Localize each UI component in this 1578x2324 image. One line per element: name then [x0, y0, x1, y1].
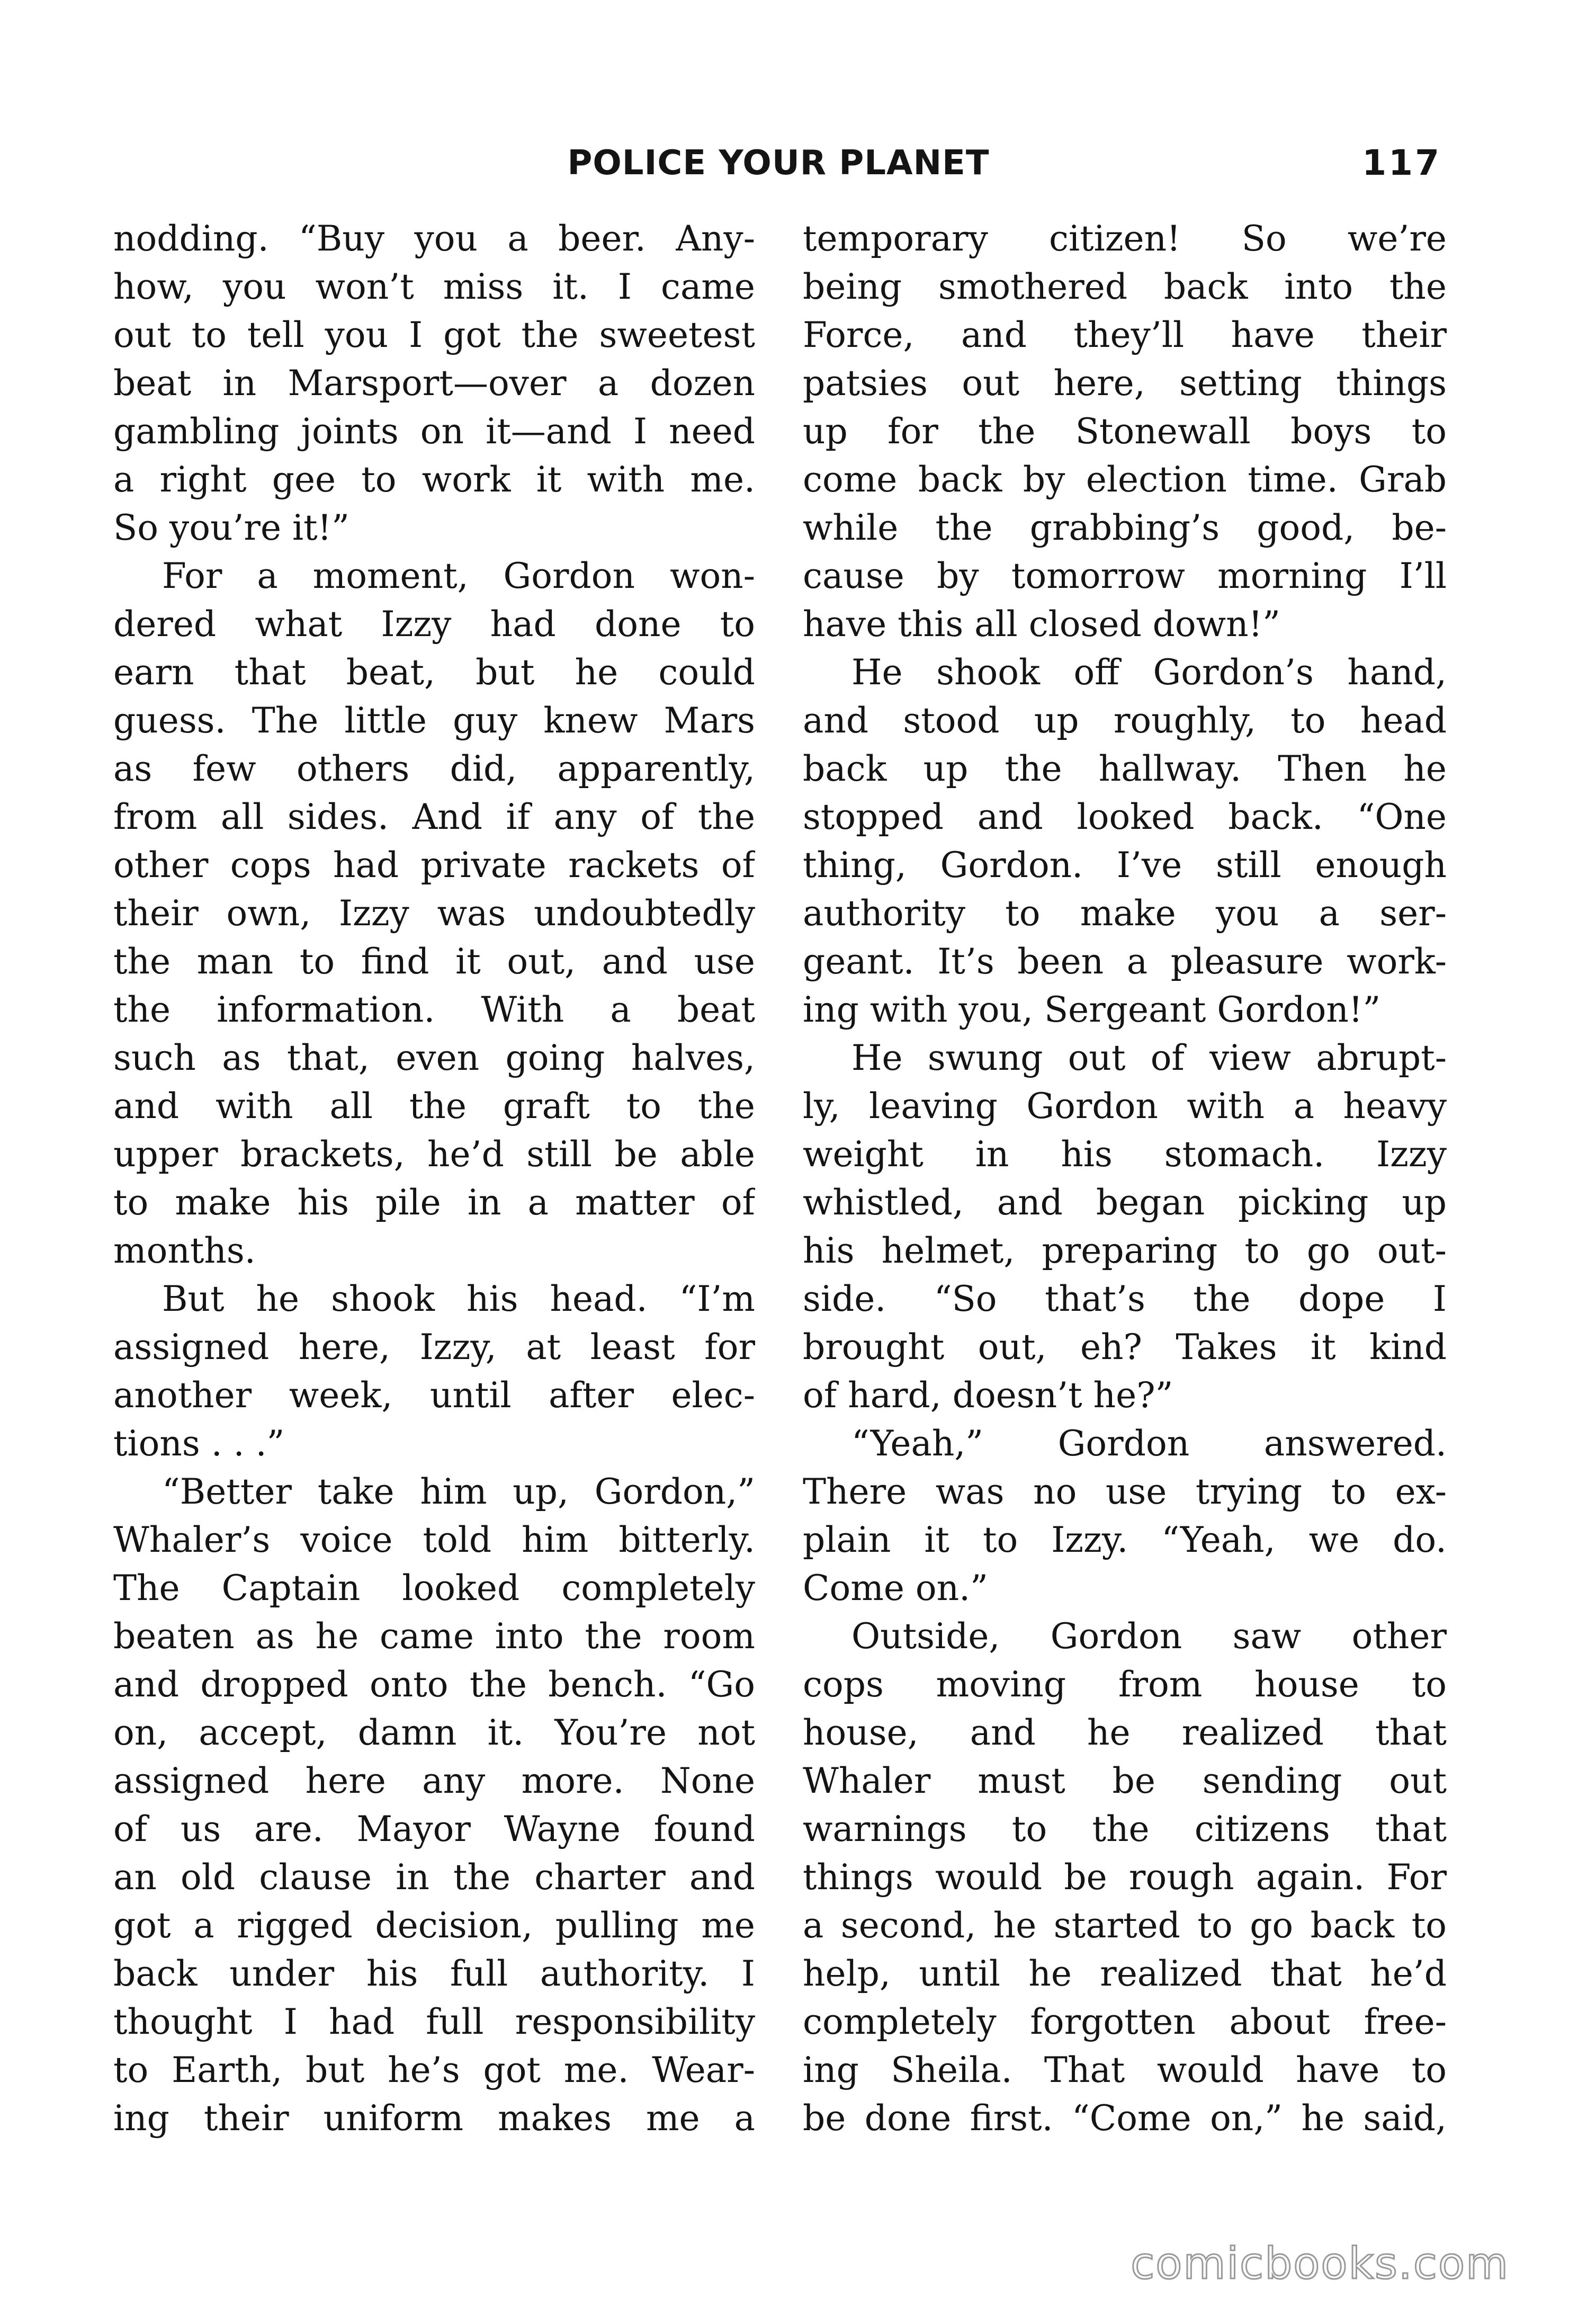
text-line: guess. The little guy knew Mars — [113, 700, 755, 741]
text-line: and dropped onto the bench. “Go — [113, 1664, 755, 1705]
text-line: ing Sheila. That would have to — [803, 2050, 1447, 2090]
text-line: ing with you, Sergeant Gordon!” — [803, 989, 1381, 1030]
page-number: 117 — [1362, 142, 1441, 183]
text-line: things would be rough again. For — [803, 1857, 1447, 1898]
text-line: and with all the graft to the — [113, 1086, 755, 1127]
text-line: from all sides. And if any of the — [113, 797, 755, 837]
text-line: cause by tomorrow morning I’ll — [803, 556, 1447, 596]
text-line: such as that, even going halves, — [113, 1038, 755, 1078]
text-column-right — [803, 214, 1447, 2142]
text-line: a second, he started to go back to — [803, 1905, 1447, 1946]
text-line: There was no use trying to ex- — [803, 1471, 1447, 1512]
text-line: But he shook his head. “I’m — [162, 1279, 755, 1319]
text-line: have this all closed down!” — [803, 604, 1280, 645]
text-line: the information. With a beat — [113, 989, 755, 1030]
text-line: out to tell you I got the sweetest — [113, 315, 755, 355]
text-line: So you’re it!” — [113, 507, 349, 548]
text-line: warnings to the citizens that — [803, 1809, 1447, 1849]
text-line: The Captain looked completely — [113, 1568, 755, 1608]
text-line: got a rigged decision, pulling me — [113, 1905, 755, 1946]
text-line: tions . . .” — [113, 1423, 285, 1464]
text-line: temporary citizen! So we’re — [803, 218, 1447, 259]
text-column-left — [113, 214, 755, 2142]
text-line: help, until he realized that he’d — [803, 1953, 1447, 1994]
text-line: assigned here any more. None — [113, 1760, 755, 1801]
text-line: his helmet, preparing to go out- — [803, 1230, 1447, 1271]
text-line: months. — [113, 1230, 256, 1271]
text-line: whistled, and began picking up — [803, 1182, 1447, 1223]
text-line: thought I had full responsibility — [113, 2001, 755, 2042]
text-line: completely forgotten about free- — [803, 2001, 1447, 2042]
text-line: of hard, doesn’t he?” — [803, 1375, 1173, 1416]
text-line: as few others did, apparently, — [113, 748, 755, 789]
text-line: to Earth, but he’s got me. Wear- — [113, 2050, 755, 2090]
text-line: dered what Izzy had done to — [113, 604, 755, 645]
text-line: how, you won’t miss it. I came — [113, 266, 755, 307]
text-line: house, and he realized that — [803, 1712, 1447, 1753]
text-line: and stood up roughly, to head — [803, 700, 1447, 741]
text-line: be done first. “Come on,” he said, — [803, 2098, 1447, 2139]
text-line: Come on.” — [803, 1568, 988, 1608]
text-line: Whaler’s voice told him bitterly. — [113, 1519, 755, 1560]
text-line: ly, leaving Gordon with a heavy — [803, 1086, 1447, 1127]
text-line: ing their uniform makes me a — [113, 2098, 755, 2139]
text-line: plain it to Izzy. “Yeah, we do. — [803, 1519, 1447, 1560]
text-line: assigned here, Izzy, at least for — [113, 1327, 755, 1367]
text-line: to make his pile in a matter of — [113, 1182, 755, 1223]
text-line: upper brackets, he’d still be able — [113, 1134, 755, 1175]
text-line: “Better take him up, Gordon,” — [162, 1471, 755, 1512]
text-line: authority to make you a ser- — [803, 893, 1447, 934]
text-line: their own, Izzy was undoubtedly — [113, 893, 755, 934]
text-line: beat in Marsport—over a dozen — [113, 363, 755, 404]
text-line: the man to find it out, and use — [113, 941, 755, 982]
text-line: on, accept, damn it. You’re not — [113, 1712, 755, 1753]
running-title: POLICE YOUR PLANET — [567, 144, 990, 183]
text-line: Whaler must be sending out — [803, 1760, 1447, 1801]
text-line: other cops had private rackets of — [113, 845, 755, 886]
text-line: gambling joints on it—and I need — [113, 411, 755, 452]
text-line: come back by election time. Grab — [803, 459, 1447, 500]
text-line: while the grabbing’s good, be- — [803, 507, 1447, 548]
text-line: cops moving from house to — [803, 1664, 1447, 1705]
text-line: side. “So that’s the dope I — [803, 1279, 1447, 1319]
text-line: weight in his stomach. Izzy — [803, 1134, 1447, 1175]
text-line: back up the hallway. Then he — [803, 748, 1447, 789]
text-line: He swung out of view abrupt- — [851, 1038, 1447, 1078]
text-line: back under his full authority. I — [113, 1953, 755, 1994]
watermark: comicbooks.com — [1131, 2239, 1509, 2289]
text-line: “Yeah,” Gordon answered. — [851, 1423, 1447, 1464]
text-line: brought out, eh? Takes it kind — [803, 1327, 1447, 1367]
text-line: of us are. Mayor Wayne found — [113, 1809, 755, 1849]
text-line: up for the Stonewall boys to — [803, 411, 1447, 452]
text-line: For a moment, Gordon won- — [162, 556, 755, 596]
text-line: geant. It’s been a pleasure work- — [803, 941, 1447, 982]
text-line: He shook off Gordon’s hand, — [851, 652, 1447, 693]
text-line: Force, and they’ll have their — [803, 315, 1447, 355]
text-line: an old clause in the charter and — [113, 1857, 755, 1898]
text-line: nodding. “Buy you a beer. Any- — [113, 218, 755, 259]
text-line: another week, until after elec- — [113, 1375, 755, 1416]
text-line: patsies out here, setting things — [803, 363, 1447, 404]
text-line: being smothered back into the — [803, 266, 1447, 307]
text-line: thing, Gordon. I’ve still enough — [803, 845, 1447, 886]
text-line: a right gee to work it with me. — [113, 459, 755, 500]
text-line: stopped and looked back. “One — [803, 797, 1447, 837]
text-line: Outside, Gordon saw other — [851, 1616, 1447, 1657]
text-line: earn that beat, but he could — [113, 652, 755, 693]
text-line: beaten as he came into the room — [113, 1616, 755, 1657]
